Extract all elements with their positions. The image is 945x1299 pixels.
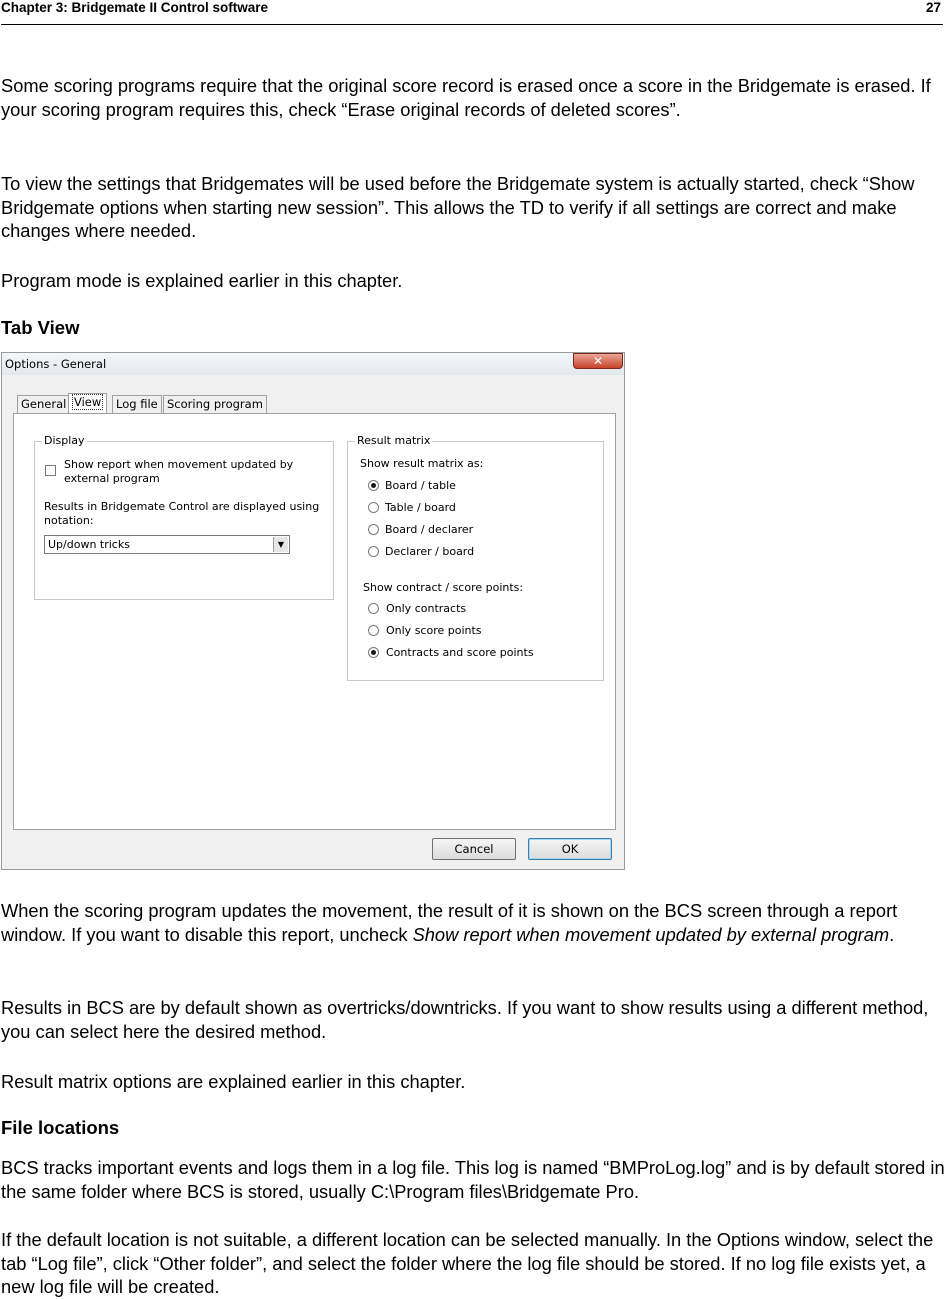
paragraph-erase-records: Some scoring programs require that the original score record is erased once a score in the Bridgemate is erased. If your scoring program requires this, check “Erase original records of deleted scores”. bbox=[1, 75, 931, 120]
paragraph-log-file: BCS tracks important events and logs them in a log file. This log is named “BMProLog.log” and is by default stored in the same folder where BCS is stored, usually C:\Program files\Bridgemate Pro. bbox=[1, 1157, 945, 1202]
options-dialog-screenshot bbox=[1, 352, 625, 870]
radio-only-contracts[interactable] bbox=[368, 603, 379, 614]
dialog-title: Options - General bbox=[5, 357, 107, 371]
radio-contracts-and-score-points-label: Contracts and score points bbox=[386, 646, 534, 659]
notation-label-line2: notation: bbox=[44, 514, 94, 527]
result-matrix-group bbox=[347, 434, 604, 681]
heading-file-locations: File locations bbox=[1, 1117, 120, 1138]
matrix-label: Show result matrix as: bbox=[360, 457, 484, 470]
heading-tab-view: Tab View bbox=[1, 317, 80, 338]
notation-select-value: Up/down tricks bbox=[48, 538, 130, 551]
show-report-checkbox[interactable] bbox=[45, 465, 56, 476]
page-header bbox=[1, 0, 943, 25]
tab-log-file[interactable]: Log file bbox=[112, 395, 162, 414]
paragraph-results-method: Results in BCS are by default shown as overtricks/downtricks. If you want to show results using a different method, you can select here the desired method. bbox=[1, 997, 929, 1042]
radio-only-score-points-label: Only score points bbox=[386, 624, 482, 637]
show-report-label-line2: external program bbox=[64, 472, 160, 485]
tab-general[interactable]: General bbox=[17, 395, 70, 414]
radio-only-score-points[interactable] bbox=[368, 625, 379, 636]
cancel-button[interactable]: Cancel bbox=[432, 838, 516, 860]
display-group-title: Display bbox=[44, 434, 85, 447]
paragraph-program-mode: Program mode is explained earlier in this chapter. bbox=[1, 270, 403, 291]
view-tab-panel bbox=[13, 413, 616, 830]
page-number: 27 bbox=[925, 0, 941, 15]
radio-only-contracts-label: Only contracts bbox=[386, 602, 467, 615]
radio-table-board-label: Table / board bbox=[385, 501, 456, 514]
radio-table-board[interactable] bbox=[368, 502, 379, 513]
radio-board-table-label: Board / table bbox=[385, 479, 456, 492]
close-icon[interactable]: ✕ bbox=[573, 353, 623, 369]
option-name-italic: Show report when movement updated by external program bbox=[412, 923, 890, 945]
notation-select[interactable] bbox=[44, 535, 290, 554]
paragraph-log-location: If the default location is not suitable, a different location can be selected manually. In the Options window, select the tab “Log file”, click “Other folder”, and select the folder where the log file should be stored. If no log file exists yet, a new log file will be created. bbox=[1, 1229, 934, 1297]
tab-view[interactable]: View bbox=[68, 393, 107, 414]
paragraph-result-matrix: Result matrix options are explained earlier in this chapter. bbox=[1, 1071, 466, 1092]
notation-label-line1: Results in Bridgemate Control are displayed using bbox=[44, 500, 320, 513]
tab-scoring-program[interactable]: Scoring program bbox=[163, 395, 267, 414]
paragraph-report-window: When the scoring program updates the movement, the result of it is shown on the BCS screen through a report window. If you want to disable this report, uncheck Show report when movement updated by external program. bbox=[1, 900, 898, 945]
radio-declarer-board-label: Declarer / board bbox=[385, 545, 475, 558]
radio-declarer-board[interactable] bbox=[368, 546, 379, 557]
chevron-down-icon[interactable]: ▼ bbox=[273, 537, 288, 552]
show-report-label-line1: Show report when movement updated by bbox=[64, 458, 294, 471]
display-group bbox=[34, 434, 334, 600]
points-label: Show contract / score points: bbox=[363, 581, 524, 594]
radio-contracts-and-score-points[interactable] bbox=[368, 647, 379, 658]
paragraph-show-options: To view the settings that Bridgemates will be used before the Bridgemate system is actually started, check “Show Bridgemate options when starting new session”. This allows the TD to verify if all settings are correct and make changes where needed. bbox=[1, 173, 915, 241]
result-matrix-group-title: Result matrix bbox=[357, 434, 431, 447]
dialog-titlebar bbox=[2, 353, 624, 375]
radio-board-declarer[interactable] bbox=[368, 524, 379, 535]
radio-board-declarer-label: Board / declarer bbox=[385, 523, 474, 536]
radio-board-table[interactable] bbox=[368, 480, 379, 491]
ok-button[interactable]: OK bbox=[528, 838, 612, 860]
chapter-title: Chapter 3: Bridgemate II Control software bbox=[1, 0, 269, 15]
